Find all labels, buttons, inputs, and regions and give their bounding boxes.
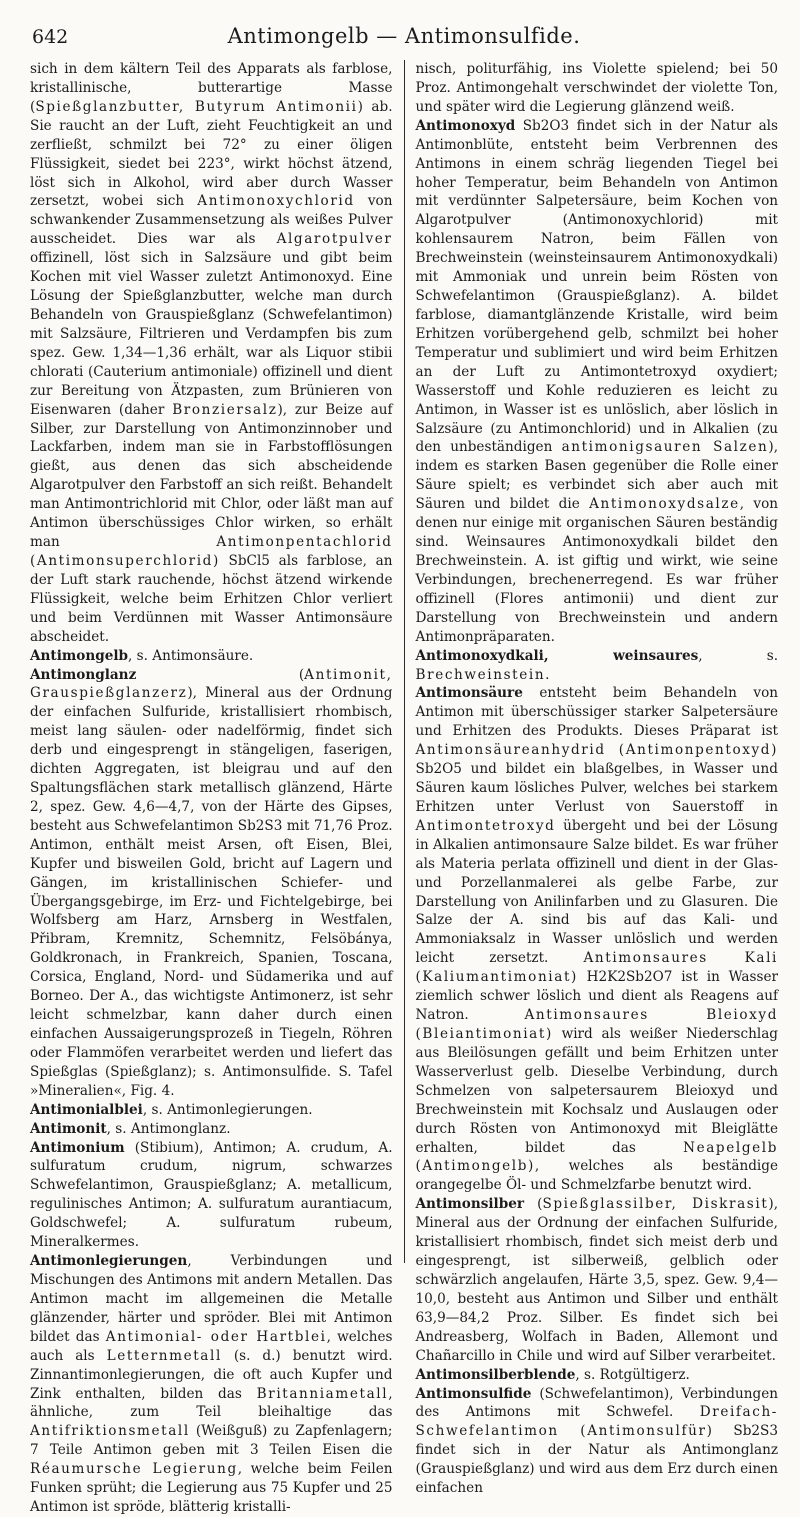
article-paragraph [416,1366,779,1385]
text-segment: Britanniametall [256,1385,389,1402]
text-segment: Spießglassilber, Diskrasit [542,1196,769,1213]
text-segment: ), Mineral aus der Ordnung der einfachen Sulfuride, kristallisiert rhombisch, findet sich meist derb und eingesprengt, ist silberweiß, gelblich oder schwärzlich angelaufen, Härte 3,5, spez. Gew. 9,4—10,0, besteht aus Antimon und Silber und enthält 63,9—84,2 Proz. Silber. Es findet sich bei Andreasberg, Wolfach in Baden, Allemont und Chañarcillo in Chile und wird auf Silber verarbeitet. [415,1196,779,1364]
text-segment: Sb2S3 findet sich in der Natur als Antimonglanz (Grauspießglanz) und wird aus dem Erz durch einen einfachen [415,1423,779,1497]
article-paragraph [416,60,779,117]
text-segment: Antimonpentachlorid (Antimonsuperchlorid) [30,534,393,569]
text-segment: Algarotpulver [276,231,393,248]
text-segment: Antimonsaures Bleioxyd (Bleiantimoniat) [415,1007,779,1043]
left-column [30,60,393,1516]
article-paragraph [416,684,779,1195]
text-segment: Antimonoxydsalze [589,496,740,513]
text-segment: (Schwefelantimon), Verbindungen des Antimons mit Schwefel. [415,1385,779,1421]
text-segment: , welche beim Feilen Funken sprüht; die Legierung aus 75 Kupfer und 25 Antimon ist spröde, blätterig kristalli- [30,1461,393,1516]
text-columns [30,60,779,1516]
headword: Antimonsulfide [415,1385,532,1402]
text-segment: ), Mineral aus der Ordnung der einfachen Sulfuride, kristallisiert rhombisch, meist lang säulen- oder nadelförmig, findet sich derb und eingesprengt in stängeligen, faserigen, dichten Aggregaten, ist bleigrau und auf den Spaltungsflächen stark metallisch glänzend, Härte 2, spez. Gew. 4,6—4,7, von der Härte des Gipses, besteht aus Schwefelantimon Sb2S3 mit 71,76 Proz. Antimon, enthält meist Arsen, oft Eisen, Blei, Kupfer und bisweilen Gold, bricht auf Lagern und Gängen, im kristallinischen Schiefer- und Übergangsgebirge, im Erz- und Fichtelgebirge, bei Wolfsberg am Harz, Arnsberg in Westfalen, Přibram, Kremnitz, Schemnitz, Felsöbánya, Goldkronach, in Frankreich, Spanien, Toscana, Corsica, England, Nord- und Südamerika und auf Borneo. Der A., das wichtigste Antimonerz, ist sehr leicht schmelzbar, kann daher durch einen einfachen Aussaigerungsprozeß in Tiegeln, Röhren oder Flammöfen verarbeitet werden und liefert das Spießglas (Spießglanz); s. Antimonsulfide. S. Tafel »Mineralien«, Fig. 4. [30,685,393,1099]
text-segment: offizinell, löst sich in Salzsäure und gibt beim Kochen mit viel Wasser zuletzt Antimonoxyd. Eine Lösung der Spießglanzbutter, welche man durch Behandeln von Grauspießglanz (Schwefelantimon) mit Salzsäure, Filtrieren und Verdampfen bis zum spez. Gew. 1,34—1,36 erhält, war als Liquor stibii chlorati (Cauterium antimoniale) offizinell und dient zur Bereitung von Ätzpasten, zum Brünieren von Eisenwaren (daher [30,250,393,418]
text-segment: Réaumursche Legierung [30,1461,238,1478]
text-segment: Antimonit, Grauspießglanzerz [30,666,393,702]
text-segment: ( [524,1196,543,1213]
text-segment: , von denen nur einige mit organischen Säuren beständig sind. Weinsaures Antimonoxydkali bildet den Brechweinstein. A. ist giftig und wirkt, wie seine Verbindungen, brechenerregend. Es war früher offizinell (Flores antimonii) und dient zur Darstellung von Brechweinstein und andern Antimonpräparaten. [415,496,779,645]
text-segment: , s. Rotgültigerz. [575,1366,690,1383]
headword: Antimonsäure [415,685,523,702]
text-segment: von schwankender Zusammensetzung als weißes Pulver ausscheidet. Dies war als [30,193,393,248]
text-segment: (Stibium), Antimon; A. crudum, A. sulfuratum crudum, nigrum, schwarzes Schwefelantimon, Grauspießglanz; A. metallicum, regulinisches Antimon; A. sulfuratum aurantiacum, Goldschwefel; A. sulfuratum rubeum, Mineralkermes. [30,1139,393,1251]
text-segment: ( [136,666,305,683]
text-segment: Antimonsaures Kali (Kaliumantimoniat) [415,950,778,986]
article-paragraph [30,1120,393,1139]
text-segment: , s. [698,647,779,664]
text-segment: ), indem es starken Basen gegenüber die Rolle einer Säure spielt; es verbindet sich aber auch mit Säuren und bildet die [415,439,779,513]
article-paragraph [416,1195,779,1365]
text-segment: SbCl5 als farblose, an der Luft stark rauchende, höchst ätzend wirkende Flüssigkeit, welche beim Erhitzen Chlor verliert und beim Verdünnen mit Wasser Antimonsäure abscheidet. [30,552,393,645]
text-segment: Brechweinstein [415,666,546,683]
text-segment: , s. Antimonlegierungen. [142,1101,313,1118]
text-segment: H2K2Sb2O7 ist in Wasser ziemlich schwer löslich und dient als Reagens auf Natron. [415,969,779,1024]
text-segment: ) ab. Sie raucht an der Luft, zieht Feuchtigkeit an und zerfließt, schmilzt bei 72° zu einer öligen Flüssigkeit, siedet bei 223°, wirkt höchst ätzend, löst sich in Alkohol, wird aber durch Wasser zersetzt, wobei sich [30,98,393,210]
text-segment: Antimonial- oder Hartblei [105,1328,327,1345]
headword: Antimonit [30,1120,107,1137]
text-segment: Dreifach-Schwefelantimon (Antimonsulfür) [415,1404,779,1440]
text-segment: (s. d.) benutzt wird. Zinnantimonlegierungen, die oft auch Kupfer und Zink enthalten, bilden das [30,1347,393,1402]
headword: Antimonlegierungen [30,1253,188,1270]
text-segment: Sb2O5 und bildet ein blaßgelbes, in Wasser und Säuren kaum lösliches Pulver, welches bei starkem Erhitzen unter Verlust von Sauerstoff in [415,761,779,815]
text-segment: Antimonsäureanhydrid (Antimonpentoxyd) [415,742,779,759]
text-segment: , ähnliche, zum Teil bleihaltige das [30,1385,393,1421]
article-paragraph [30,60,393,647]
text-segment: Antifriktionsmetall [30,1423,190,1440]
headword: Antimonsilberblende [415,1366,576,1383]
headword: Antimonglanz [30,666,137,683]
text-segment: , welches als beständige orangegelbe Öl- und Schmelzfarbe benutzt wird. [415,1158,779,1194]
text-segment: Sb2O3 findet sich in der Natur als Antimonblüte, entsteht beim Verbrennen des Antimons in einem schräg liegenden Tiegel bei hoher Temperatur, beim Behandeln von Antimon mit verdünnter Salpetersäure, beim Kochen von Algarotpulver (Antimonoxychlorid) mit kohlensaurem Natron, beim Fällen von Brechweinstein (weinsteinsaurem Antimonoxydkali) mit Ammoniak und unrein beim Rösten von Schwefelantimon (Grauspießglanz). A. bildet farblose, diamantglänzende Kristalle, wird beim Erhitzen vorübergehend gelb, schmilzt bei hoher Temperatur und sublimiert und wird beim Erhitzen an der Luft zu Antimontetroxyd oxydiert; Wasserstoff und Kohle reduzieren es leicht zu Antimon, in Wasser ist es unlöslich, aber löslich in Salzsäure (zu Antimonchlorid) und in Alkalien (zu den unbeständigen [415,117,779,456]
text-segment: , welches auch als [30,1328,393,1364]
text-segment: sich in dem kältern Teil des Apparats als farblose, kristallinische, butterartige Masse ( [30,61,393,115]
text-segment: , Verbindungen und Mischungen des Antimons mit andern Metallen. Das Antimon macht im allgemeinen die Metalle glänzender, härter und spröder. Blei mit Antimon bildet das [30,1253,393,1345]
headword: Antimonsilber [415,1196,525,1213]
headword: Antimonialblei [30,1101,143,1118]
page-header [30,0,778,56]
headword: Antimongelb [30,647,129,664]
text-segment: entsteht beim Behandeln von Antimon mit überschüssiger starker Salpetersäure und Erhitzen des Produkts. Dieses Präparat ist [415,685,779,740]
article-paragraph [416,1385,779,1499]
text-segment: Spießglanzbutter, Butyrum Antimonii [35,98,358,115]
text-segment: nisch, politurfähig, ins Violette spielend; bei 50 Proz. Antimongehalt verschwindet der violette Ton, und später wird die Legierung glänzend weiß. [415,61,779,115]
column-divider [404,60,405,1263]
text-segment: (Weißguß) zu Zapfenlagern; 7 Teile Antimon geben mit 3 Teilen Eisen die [30,1423,393,1459]
text-segment: ), zur Beize auf Silber, zur Darstellung von Antimonzinnober und Lackfarben, indem man sie in Farbstofflösungen gießt, aus denen das sich abscheidende Algarotpulver den Farbstoff an sich reißt. Behandelt man Antimontrichlorid mit Chlor, oder läßt man auf Antimon überschüssiges Chlor wirken, so erhält man [30,401,393,551]
article-paragraph [30,1139,393,1253]
running-head: Antimongelb — Antimonsulfide. [227,24,581,48]
text-segment: Antimonoxychlorid [197,193,355,210]
right-column [415,60,779,1497]
page-number: 642 [32,26,69,48]
text-segment: Bronziersalz [172,401,278,418]
text-segment: Letternmetall [106,1347,222,1364]
article-paragraph [416,117,779,647]
text-segment: wird als weißer Niederschlag aus Bleilösungen gefällt und beim Erhitzen unter Wasserverlust gelb. Dieselbe Verbindung, durch Schmelzen von salpetersaurem Bleioxyd und Brechweinstein mit Kochsalz und Auslaugen oder durch Rösten von Antimonoxyd mit Bleiglätte erhalten, bildet das [415,1026,779,1156]
headword: Antimonium [30,1139,125,1156]
text-segment: , s. Antimonglanz. [106,1120,231,1137]
article-paragraph [30,647,393,666]
text-segment: . [545,666,550,683]
article-paragraph [30,1101,393,1120]
headword: Antimonoxydkali, weinsaures [415,647,699,664]
text-segment: Antimontetroxyd [415,817,556,834]
text-segment: Neapelgelb (Antimongelb) [415,1139,779,1175]
article-paragraph [30,666,393,1101]
text-segment: übergeht und bei der Lösung in Alkalien antimonsaure Salze bildet. Es war früher als Materia perlata offizinell und dient in der Glas- und Porzellanmalerei als gelbe Farbe, zur Darstellung von Anilinfarben und zu Glasuren. Die Salze der A. sind bis auf das Kali- und Ammoniaksalz in Wasser unlöslich und werden leicht zersetzt. [415,817,779,967]
text-segment: , s. Antimonsäure. [128,647,254,664]
text-segment: antimonigsauren Salzen [561,439,769,456]
article-paragraph [30,1252,393,1517]
headword: Antimonoxyd [415,117,516,134]
article-paragraph [416,647,779,685]
